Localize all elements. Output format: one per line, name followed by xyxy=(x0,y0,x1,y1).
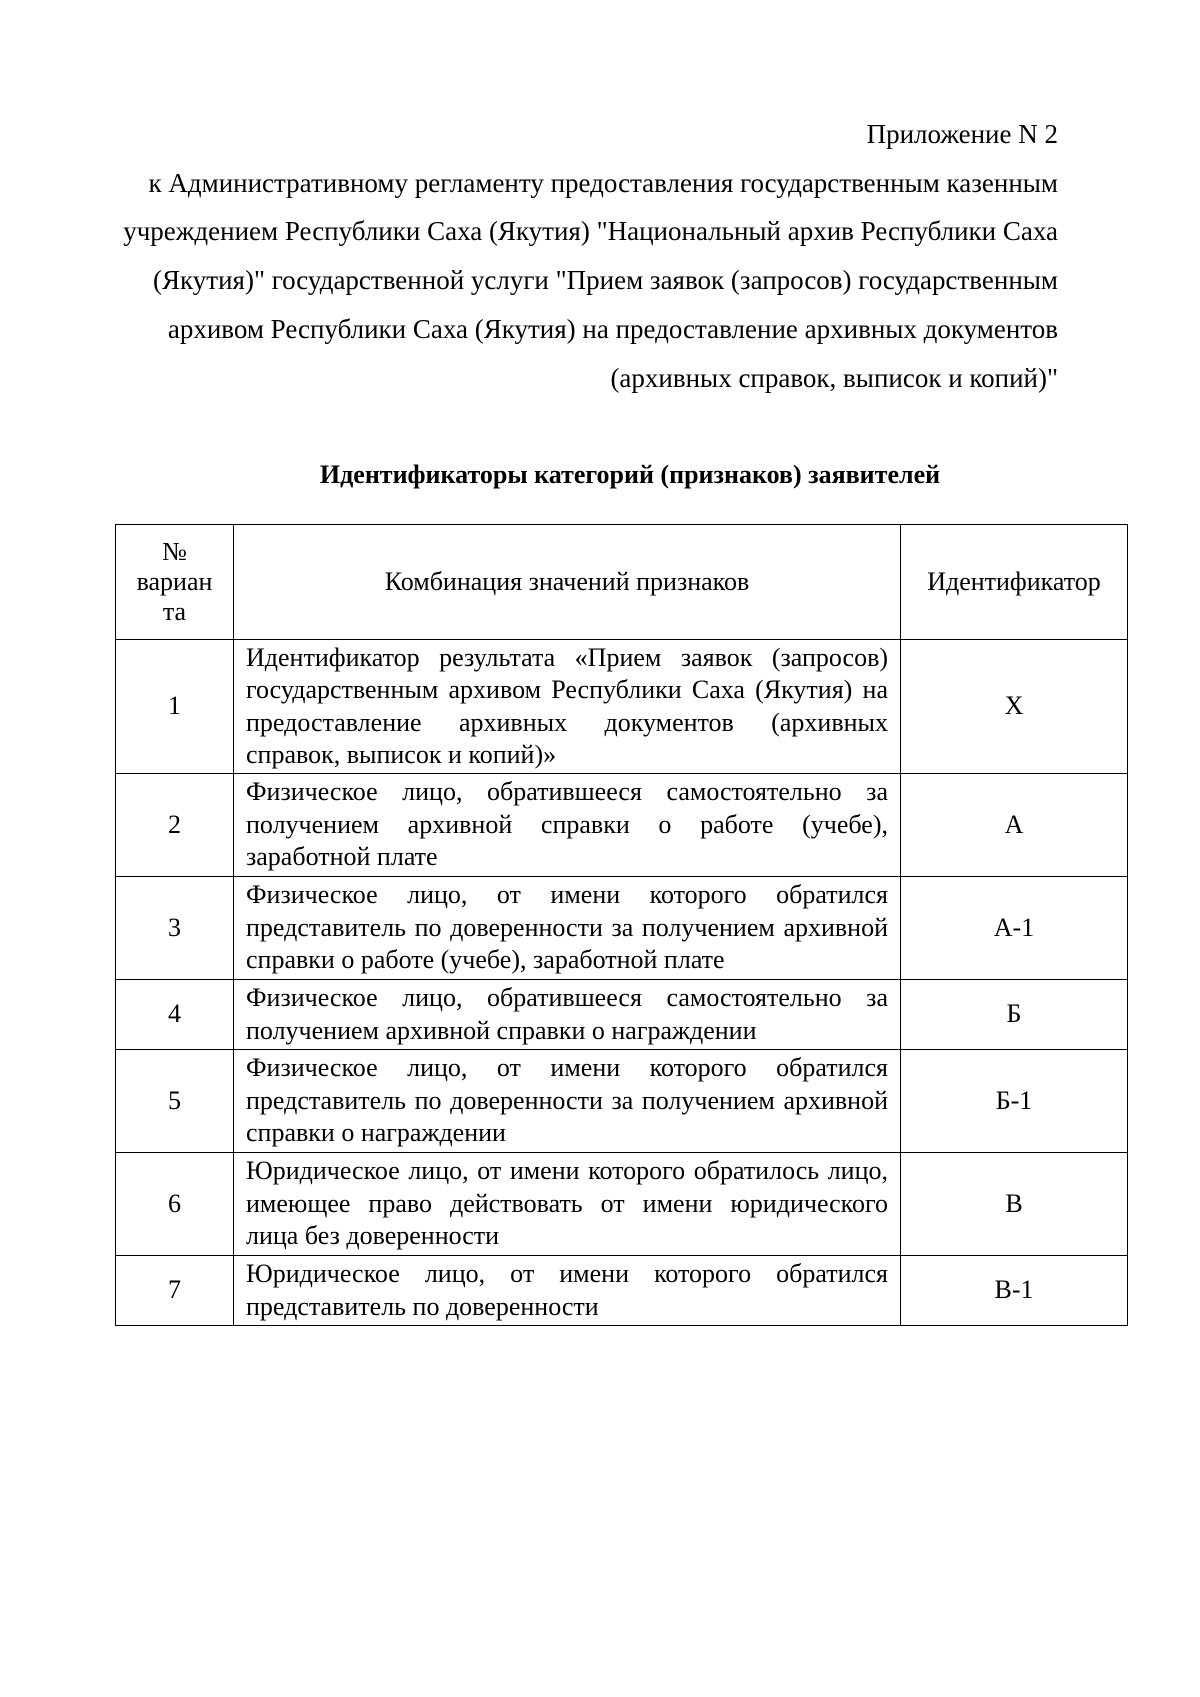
combination-cell: Физическое лицо, обратившееся самостоятельно за получением архивной справки о награждении xyxy=(234,980,901,1050)
table-row xyxy=(116,1153,1128,1256)
variant-number-cell: 5 xyxy=(116,1050,234,1153)
header-variant-number-line: вариан xyxy=(136,567,213,596)
table-row xyxy=(116,774,1128,877)
table-row xyxy=(116,980,1128,1050)
table-row xyxy=(116,1256,1128,1326)
appendix-line: (Якутия)" государственной услуги "Прием заявок (запросов) государственным xyxy=(153,265,1058,296)
appendix-line: (архивных справок, выписок и копий)" xyxy=(610,362,1058,393)
variant-number-cell: 2 xyxy=(116,774,234,877)
header-identifier: Идентификатор xyxy=(901,525,1128,640)
combination-cell: Физическое лицо, от имени которого обратился представитель по доверенности за получением архивной справки о работе (учебе), заработной плате xyxy=(234,877,901,980)
table-header-row xyxy=(116,525,1128,640)
table-row xyxy=(116,1050,1128,1153)
header-variant-number xyxy=(116,525,234,640)
variant-number-cell: 4 xyxy=(116,980,234,1050)
combination-cell: Юридическое лицо, от имени которого обратилось лицо, имеющее право действовать от имени юридического лица без доверенности xyxy=(234,1153,901,1256)
identifier-cell: А-1 xyxy=(901,877,1128,980)
variant-number-cell: 1 xyxy=(116,640,234,774)
combination-cell: Юридическое лицо, от имени которого обратился представитель по доверенности xyxy=(234,1256,901,1326)
appendix-number: Приложение N 2 xyxy=(866,119,1058,149)
identifier-cell: Х xyxy=(901,640,1128,774)
header-variant-number-line: № xyxy=(162,537,187,566)
identifier-cell: В-1 xyxy=(901,1256,1128,1326)
variant-number-cell: 3 xyxy=(116,877,234,980)
identifiers-table xyxy=(115,524,1128,1326)
variant-number-cell: 6 xyxy=(116,1153,234,1256)
header-variant-number-line: та xyxy=(162,597,187,626)
combination-cell: Идентификатор результата «Прием заявок (запросов) государственным архивом Республики Саха (Якутия) на предоставление архивных документов (архивных справок, выписок и копий)» xyxy=(234,640,901,774)
table-row xyxy=(116,640,1128,774)
combination-cell: Физическое лицо, обратившееся самостоятельно за получением архивной справки о работе (учебе), заработной плате xyxy=(234,774,901,877)
identifier-cell: А xyxy=(901,774,1128,877)
appendix-line: учреждением Республики Саха (Якутия) "Национальный архив Республики Саха xyxy=(123,216,1058,247)
appendix-line: архивом Республики Саха (Якутия) на предоставление архивных документов xyxy=(167,313,1058,344)
identifier-cell: Б xyxy=(901,980,1128,1050)
table-title: Идентификаторы категорий (признаков) заявителей xyxy=(319,460,941,489)
identifier-cell: В xyxy=(901,1153,1128,1256)
variant-number-cell: 7 xyxy=(116,1256,234,1326)
header-combination: Комбинация значений признаков xyxy=(234,525,901,640)
combination-cell: Физическое лицо, от имени которого обратился представитель по доверенности за получением архивной справки о награждении xyxy=(234,1050,901,1153)
appendix-header xyxy=(98,110,1058,402)
identifier-cell: Б-1 xyxy=(901,1050,1128,1153)
appendix-line: к Административному регламенту предоставления государственным казенным xyxy=(148,167,1058,198)
table-row xyxy=(116,877,1128,980)
